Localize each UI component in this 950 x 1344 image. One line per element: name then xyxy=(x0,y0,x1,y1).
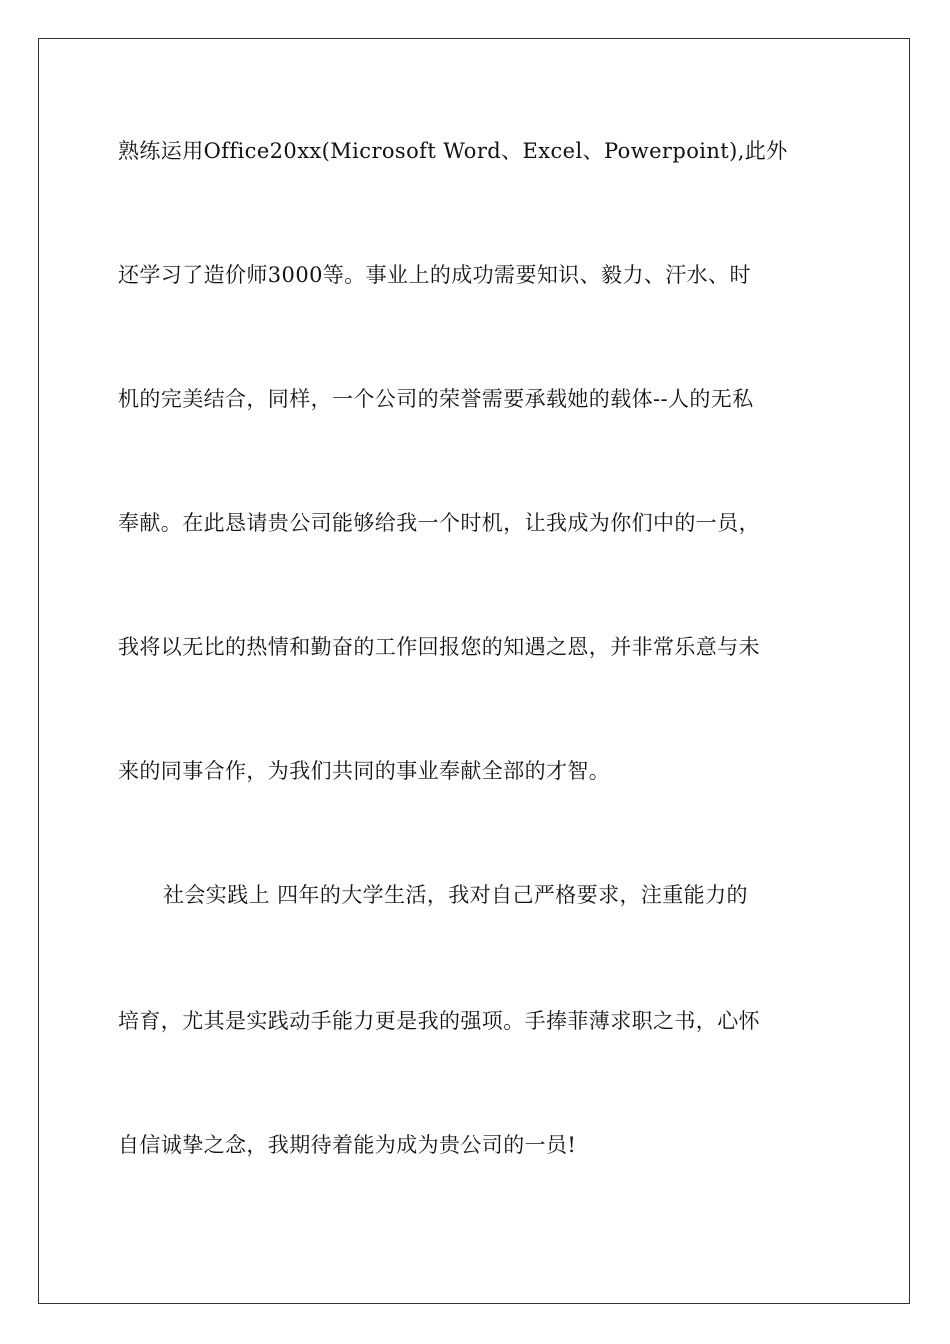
text-line: 自信诚挚之念，我期待着能为成为贵公司的一员! xyxy=(118,1133,577,1157)
text-line: 我将以无比的热情和勤奋的工作回报您的知遇之恩，并非常乐意与未 xyxy=(118,635,760,659)
paragraph-first-line: 社会实践上 四年的大学生活，我对自己严格要求，注重能力的 xyxy=(163,883,748,907)
text-line: 机的完美结合，同样，一个公司的荣誉需要承载她的载体--人的无私 xyxy=(118,387,754,411)
text-line: 奉献。在此恳请贵公司能够给我一个时机，让我成为你们中的一员， xyxy=(118,511,760,535)
text-line: 培育，尤其是实践动手能力更是我的强项。手捧菲薄求职之书，心怀 xyxy=(118,1009,760,1033)
text-line: 还学习了造价师3000等。事业上的成功需要知识、毅力、汗水、时 xyxy=(118,263,751,287)
text-line: 来的同事合作，为我们共同的事业奉献全部的才智。 xyxy=(118,759,611,783)
page-border xyxy=(38,38,910,1304)
text-line: 熟练运用Office20xx(Microsoft Word、Excel、Powerpoint),此外 xyxy=(118,139,788,163)
